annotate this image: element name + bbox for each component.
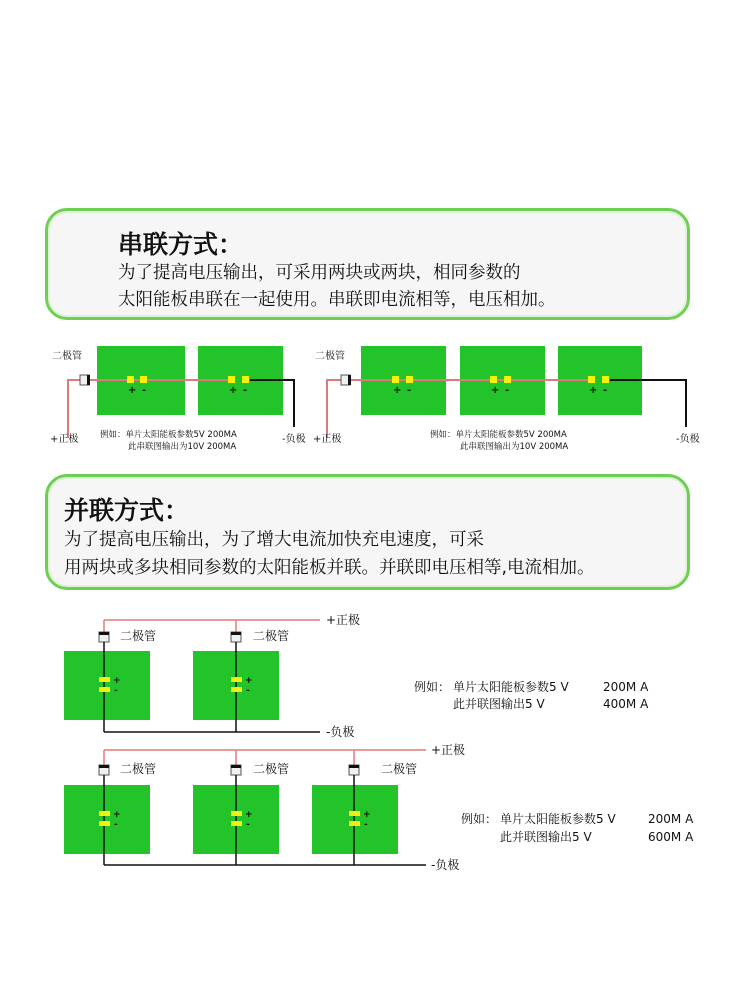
example-param: 单片太阳能板参数5 V (500, 812, 616, 826)
diode-label: 二极管 (52, 351, 82, 362)
minus-sign: - (364, 820, 368, 830)
solar-panel (64, 785, 150, 854)
terminal-negative (99, 687, 110, 692)
negative-terminal-label: -负极 (326, 725, 355, 739)
plus-sign: + (491, 385, 500, 396)
plus-sign: + (229, 385, 238, 396)
plus-sign: + (128, 385, 137, 396)
terminal-negative (406, 376, 413, 383)
terminal-positive (490, 376, 497, 383)
terminal-positive (231, 811, 242, 816)
series-title: 串联方式： (118, 230, 244, 259)
example-param-value: 200M A (603, 680, 649, 694)
diode-label: 二极管 (315, 351, 345, 362)
diode-label: 二极管 (381, 762, 418, 776)
plus-sign: + (589, 385, 598, 396)
diode-label: 二极管 (253, 762, 290, 776)
example-line-1: 例如：单片太阳能板参数5V 200MA (100, 430, 237, 440)
negative-terminal-label: -负极 (431, 858, 460, 872)
plus-sign: + (245, 676, 253, 686)
minus-sign: - (603, 385, 608, 396)
diode-band (349, 765, 359, 768)
example-output-value: 400M A (603, 697, 649, 711)
plus-sign: + (363, 810, 371, 820)
diode-band (231, 765, 241, 768)
diode-label: 二极管 (253, 629, 290, 643)
parallel-diagram-three-panels (64, 742, 694, 872)
terminal-negative (504, 376, 511, 383)
terminal-negative (602, 376, 609, 383)
positive-terminal-label: +正极 (50, 434, 79, 445)
plus-sign: + (393, 385, 402, 396)
series-diagram-two-panels (50, 346, 306, 452)
example-line-2: 此串联图输出为10V 200MA (128, 442, 237, 452)
positive-terminal-label: +正极 (313, 434, 342, 445)
terminal-negative (231, 687, 242, 692)
example-output: 此并联图输出5 V (453, 697, 545, 711)
example-output-value: 600M A (648, 830, 694, 844)
terminal-negative (349, 821, 360, 826)
terminal-positive (392, 376, 399, 383)
parallel-description-line-2: 用两块或多块相同参数的太阳能板并联。并联即电压相等,电流相加。 (64, 558, 595, 578)
terminal-negative (140, 376, 147, 383)
diode-label: 二极管 (120, 629, 157, 643)
positive-terminal-label: +正极 (431, 743, 466, 757)
terminal-positive (588, 376, 595, 383)
series-description-line-1: 为了提高电压输出，可采用两块或两块，相同参数的 (118, 263, 521, 283)
terminal-positive (349, 811, 360, 816)
minus-sign: - (114, 820, 118, 830)
positive-terminal-label: +正极 (326, 613, 361, 627)
terminal-positive (99, 677, 110, 682)
plus-sign: + (245, 810, 253, 820)
diode-band (348, 375, 351, 385)
negative-terminal-label: -负极 (676, 434, 700, 445)
negative-terminal-label: -负极 (282, 434, 306, 445)
series-description-line-2: 太阳能板串联在一起使用。串联即电流相等，电压相加。 (118, 290, 556, 310)
example-param: 单片太阳能板参数5 V (453, 680, 569, 694)
minus-sign: - (243, 385, 248, 396)
terminal-positive (228, 376, 235, 383)
terminal-positive (127, 376, 134, 383)
diode-band (99, 632, 109, 635)
parallel-title: 并联方式： (64, 496, 190, 525)
minus-sign: - (246, 686, 250, 696)
example-line-2: 此串联图输出为10V 200MA (460, 442, 569, 452)
plus-sign: + (113, 676, 121, 686)
diode-band (99, 765, 109, 768)
parallel-diagram-two-panels (64, 612, 649, 739)
solar-panel (64, 651, 150, 720)
solar-panel (312, 785, 398, 854)
diode-band (231, 632, 241, 635)
diode-label: 二极管 (120, 762, 157, 776)
minus-sign: - (114, 686, 118, 696)
terminal-negative (231, 821, 242, 826)
example-output: 此并联图输出5 V (500, 830, 592, 844)
example-prefix: 例如： (414, 680, 451, 694)
terminal-positive (99, 811, 110, 816)
positive-wire (327, 380, 341, 438)
terminal-positive (231, 677, 242, 682)
series-diagram-three-panels (313, 346, 700, 452)
terminal-negative (99, 821, 110, 826)
minus-sign: - (407, 385, 412, 396)
example-line-1: 例如：单片太阳能板参数5V 200MA (430, 430, 567, 440)
diode-band (87, 375, 90, 385)
minus-sign: - (246, 820, 250, 830)
parallel-description-line-1: 为了提高电压输出，为了增大电流加快充电速度，可采 (64, 530, 484, 550)
positive-wire (68, 380, 80, 438)
example-prefix: 例如： (461, 812, 498, 826)
plus-sign: + (113, 810, 121, 820)
terminal-negative (242, 376, 249, 383)
example-param-value: 200M A (648, 812, 694, 826)
minus-sign: - (142, 385, 147, 396)
minus-sign: - (505, 385, 510, 396)
